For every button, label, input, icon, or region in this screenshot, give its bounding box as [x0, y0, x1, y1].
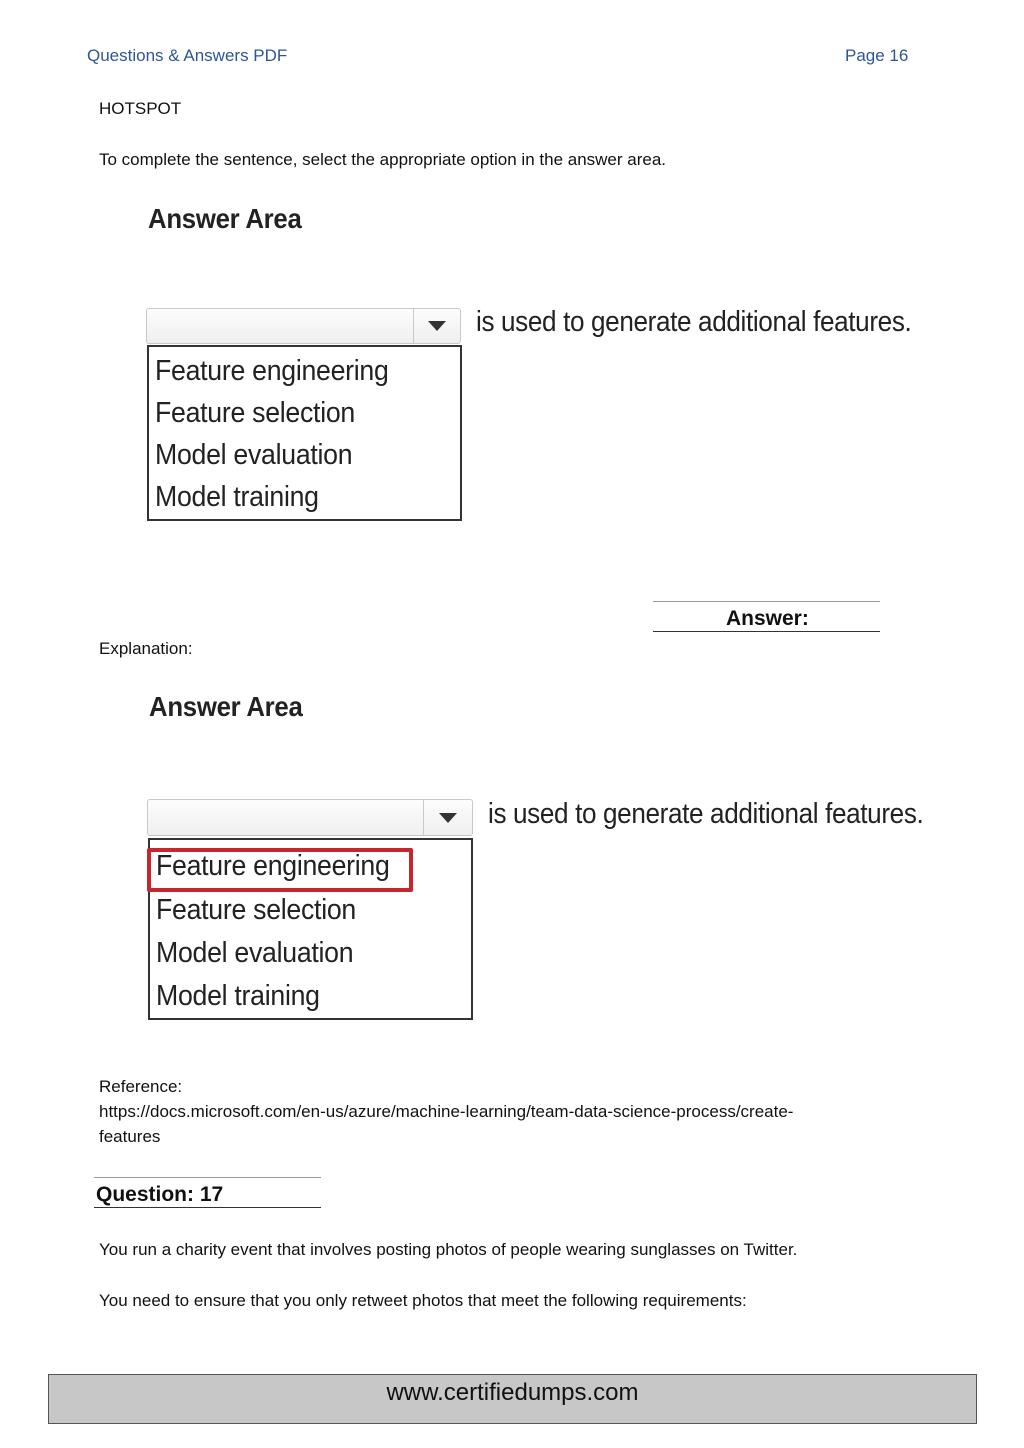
dropdown-toggle[interactable] — [413, 309, 460, 343]
question-rule-bottom — [94, 1207, 321, 1208]
page-number: Page 16 — [845, 46, 909, 65]
option-model-training[interactable]: Model training — [155, 481, 319, 513]
sentence-text: is used to generate additional features. — [488, 798, 924, 830]
option-feature-engineering[interactable]: Feature engineering — [156, 850, 390, 882]
chevron-down-icon — [428, 321, 446, 331]
reference-link[interactable]: https://docs.microsoft.com/en-us/azure/machine-learning/team-data-science-process/create- — [99, 1102, 794, 1121]
footer-site-link[interactable]: www.certifiedumps.com — [386, 1379, 639, 1406]
document-header-title: Questions & Answers PDF — [87, 46, 288, 65]
answer-area-solution — [147, 688, 1007, 1028]
answer-area-question — [146, 200, 1006, 530]
option-model-evaluation[interactable]: Model evaluation — [155, 439, 353, 471]
instruction-text: To complete the sentence, select the appropriate option in the answer area. — [99, 150, 667, 169]
sentence-text: is used to generate additional features. — [476, 306, 912, 338]
option-feature-selection[interactable]: Feature selection — [155, 397, 355, 429]
question-paragraph-2: You need to ensure that you only retweet photos that meet the following requirements: — [99, 1291, 747, 1310]
footer-banner — [48, 1374, 977, 1424]
question-rule-top — [94, 1177, 321, 1178]
answer-label: Answer: — [726, 607, 809, 630]
option-model-evaluation[interactable]: Model evaluation — [156, 937, 354, 969]
question-paragraph-1: You run a charity event that involves posting photos of people wearing sunglasses on Twitter. — [99, 1240, 798, 1259]
options-list — [148, 838, 473, 1020]
options-list — [147, 345, 462, 521]
reference-link-continued[interactable]: features — [99, 1127, 161, 1146]
option-model-training[interactable]: Model training — [156, 980, 320, 1012]
option-dropdown[interactable] — [146, 308, 461, 344]
option-dropdown[interactable] — [147, 799, 473, 836]
answer-area-title: Answer Area — [148, 203, 302, 234]
question-type: HOTSPOT — [99, 99, 182, 118]
chevron-down-icon — [439, 813, 457, 823]
option-feature-engineering[interactable]: Feature engineering — [155, 355, 389, 387]
option-feature-selection[interactable]: Feature selection — [156, 894, 356, 926]
reference-label: Reference: — [99, 1077, 183, 1096]
answer-area-title: Answer Area — [149, 691, 303, 722]
answer-rule-top — [653, 601, 880, 602]
question-heading: Question: 17 — [96, 1183, 224, 1206]
answer-rule-bottom — [653, 631, 880, 632]
dropdown-toggle[interactable] — [423, 800, 472, 835]
explanation-label: Explanation: — [99, 639, 193, 658]
